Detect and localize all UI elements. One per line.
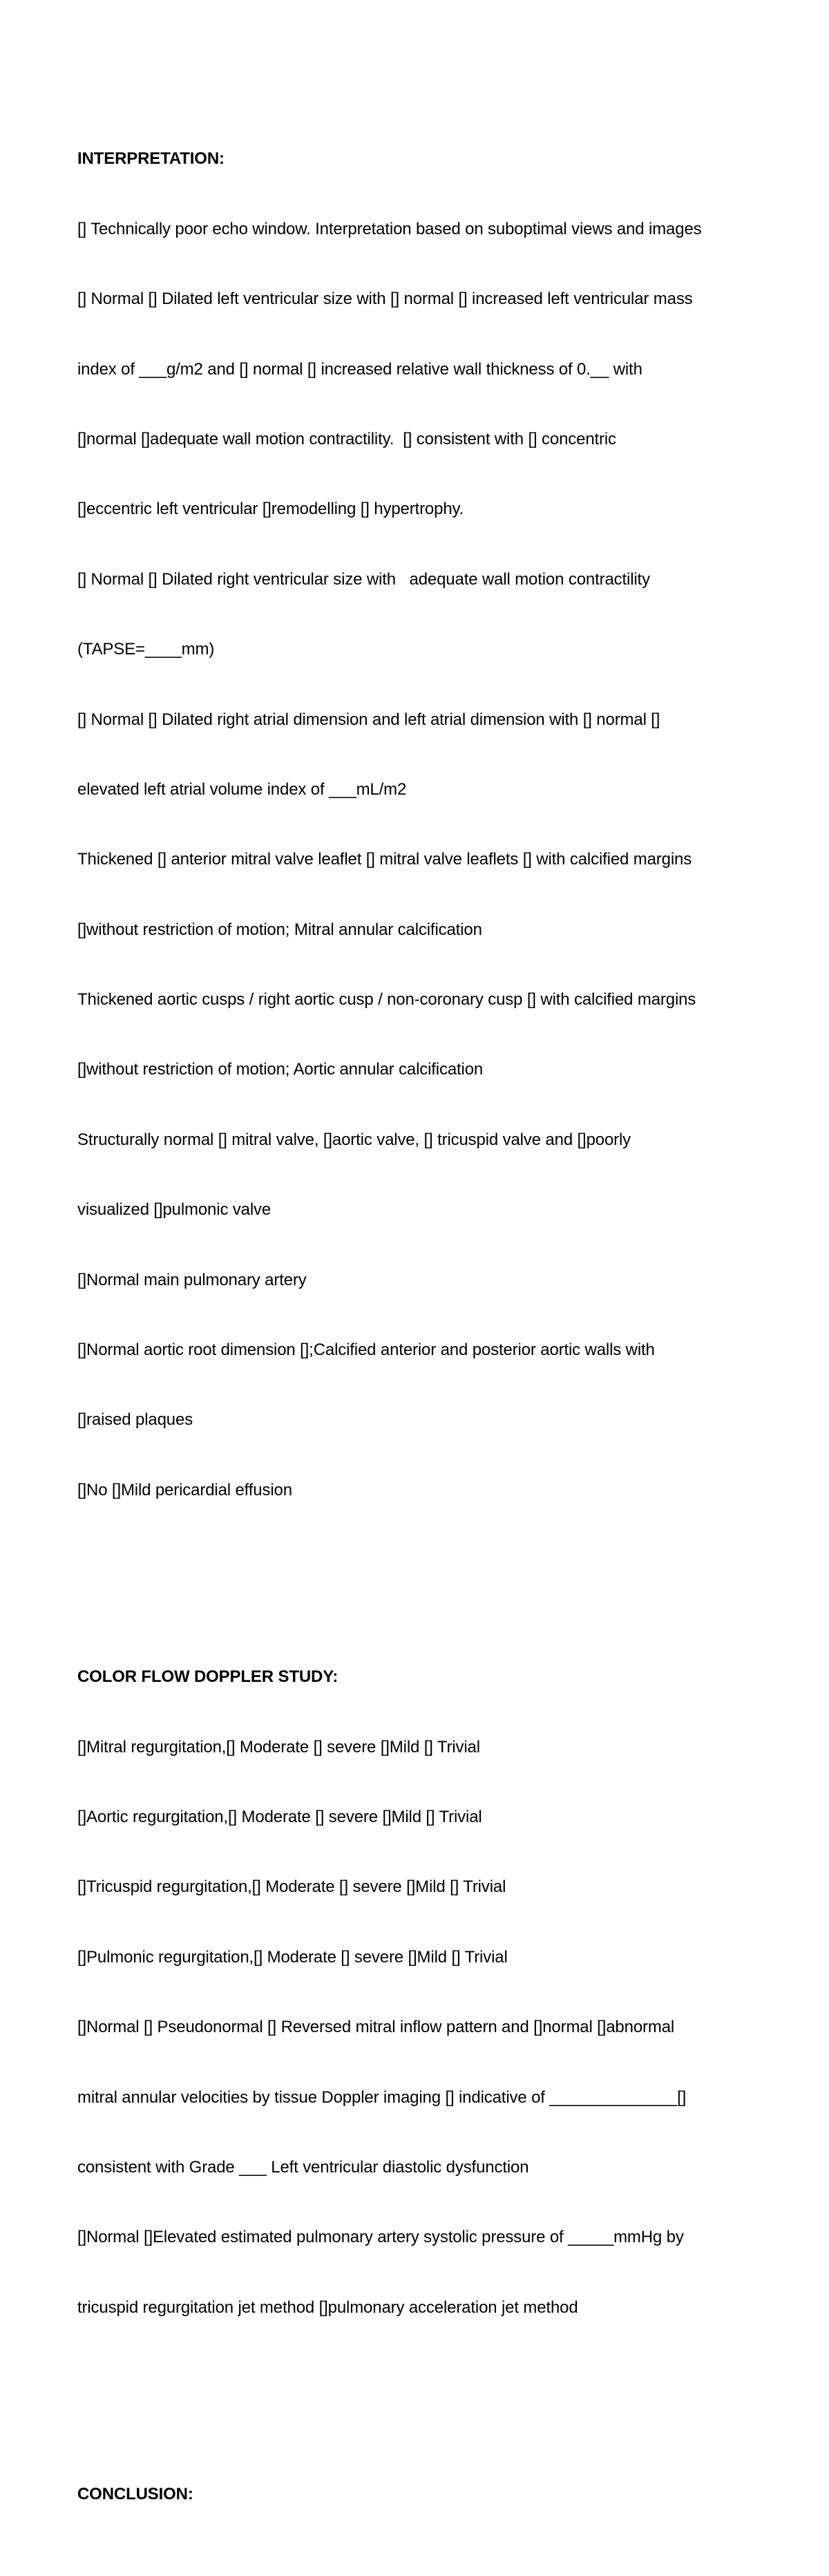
color-flow-line: []Mitral regurgitation,[] Moderate [] severe []Mild [] Trivial [77, 1737, 480, 1756]
interpretation-line: visualized []pulmonic valve [77, 1200, 271, 1220]
interpretation-line: [] Technically poor echo window. Interpretation based on suboptimal views and images [77, 219, 702, 238]
interpretation-line: Thickened aortic cusps / right aortic cusp / non-coronary cusp [] with calcified margins [77, 990, 696, 1010]
interpretation-line: []eccentric left ventricular []remodelling [] hypertrophy. [77, 500, 464, 519]
color-flow-line: []Pulmonic regurgitation,[] Moderate [] severe []Mild [] Trivial [77, 1947, 508, 1967]
interpretation-line: []Normal main pulmonary artery [77, 1270, 307, 1289]
color-flow-line: mitral annular velocities by tissue Doppler imaging [] indicative of ______________[] [77, 2087, 687, 2107]
interpretation-line: []normal []adequate wall motion contractility. [] consistent with [] concentric [77, 429, 616, 448]
interpretation-line: []without restriction of motion; Mitral annular calcification [77, 920, 482, 939]
echo-report-template [77, 77, 775, 2576]
interpretation-line: index of ___g/m2 and [] normal [] increased relative wall thickness of 0.__ with [77, 359, 642, 379]
interpretation-line: []No []Mild pericardial effusion [77, 1480, 292, 1499]
color-flow-line: consistent with Grade ___ Left ventricular diastolic dysfunction [77, 2157, 529, 2177]
color-flow-line: []Normal []Elevated estimated pulmonary artery systolic pressure of _____mmHg by [77, 2228, 684, 2247]
interpretation-line: (TAPSE=____mm) [77, 640, 215, 659]
interpretation-line: []raised plaques [77, 1410, 193, 1430]
section-spacer [77, 2389, 775, 2413]
interpretation-line: elevated left atrial volume index of ___mL/m2 [77, 779, 407, 799]
color-flow-line: []Normal [] Pseudonormal [] Reversed mitral inflow pattern and []normal []abnormal [77, 2018, 675, 2037]
interpretation-heading: INTERPRETATION: [77, 149, 225, 169]
color-flow-line: tricuspid regurgitation jet method []pulmonary acceleration jet method [77, 2298, 578, 2317]
interpretation-line: [] Normal [] Dilated left ventricular size with [] normal [] increased left ventricular mass [77, 290, 693, 309]
interpretation-line: []Normal aortic root dimension [];Calcified anterior and posterior aortic walls with [77, 1341, 655, 1360]
interpretation-line: [] Normal [] Dilated right atrial dimension and left atrial dimension with [] normal [] [77, 710, 660, 729]
interpretation-line: [] Normal [] Dilated right ventricular size with adequate wall motion contractility [77, 569, 650, 589]
interpretation-line: []without restriction of motion; Aortic annular calcification [77, 1060, 484, 1079]
interpretation-line: Structurally normal [] mitral valve, []aortic valve, [] tricuspid valve and []poorly [77, 1130, 631, 1149]
color-flow-line: []Aortic regurgitation,[] Moderate [] severe []Mild [] Trivial [77, 1807, 482, 1826]
color-flow-heading: COLOR FLOW DOPPLER STUDY: [77, 1667, 339, 1687]
section-spacer [77, 1572, 775, 1595]
interpretation-line: Thickened [] anterior mitral valve leaflet [] mitral valve leaflets [] with calcified margins [77, 850, 692, 869]
color-flow-line: []Tricuspid regurgitation,[] Moderate [] severe []Mild [] Trivial [77, 1877, 506, 1897]
conclusion-heading: CONCLUSION: [77, 2485, 193, 2504]
